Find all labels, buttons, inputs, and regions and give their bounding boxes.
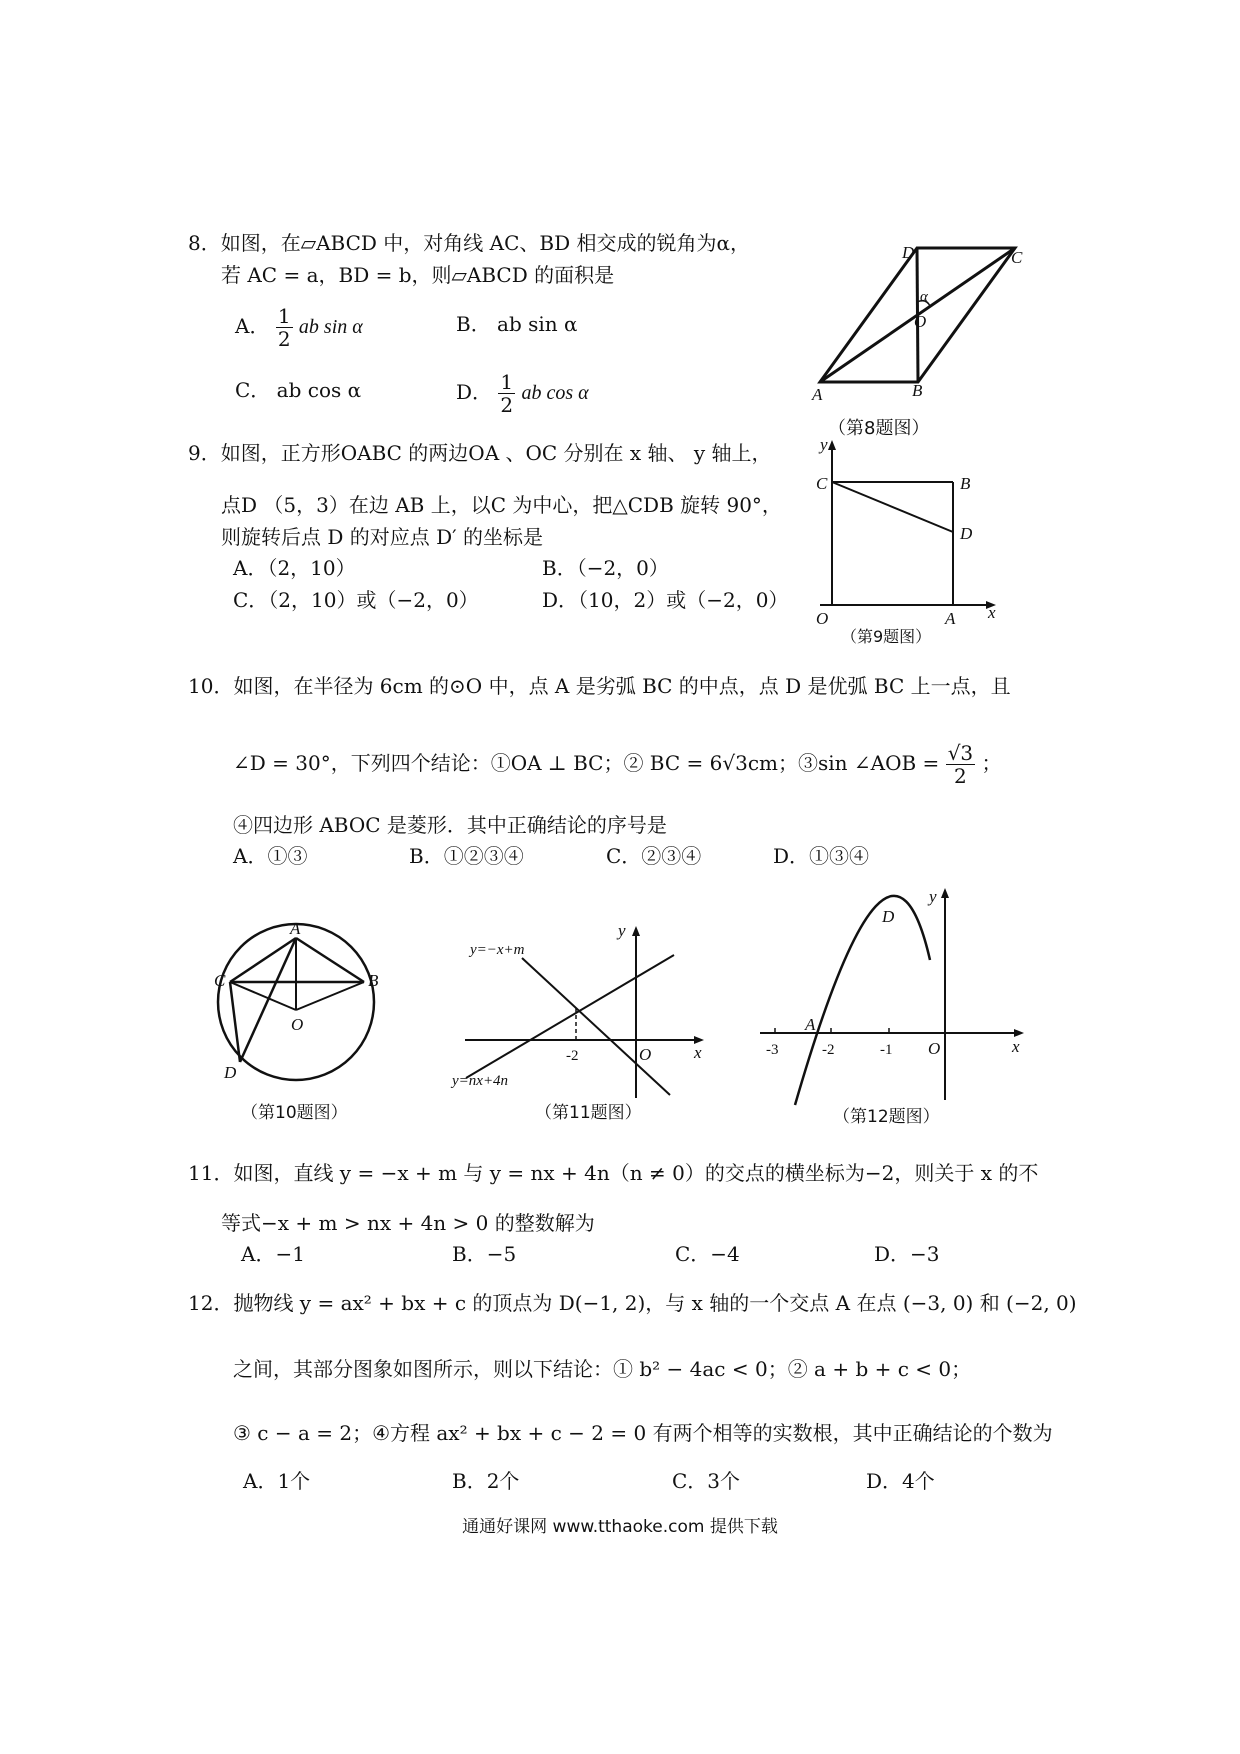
- q10-label-b: B: [368, 971, 379, 990]
- q12-line3: ③ c − a = 2；④方程 ax² + bx + c − 2 = 0 有两个相等的实数根，其中正确结论的个数为: [233, 1421, 1053, 1445]
- q9-label-b: B: [960, 474, 971, 493]
- q10-line2-end: ；: [981, 751, 1002, 775]
- q12-label-tick-m3: -3: [766, 1042, 779, 1058]
- q9-label-d: D: [960, 524, 973, 543]
- q12-label-tick-m1: -1: [880, 1042, 893, 1058]
- q12-label-a: A: [805, 1015, 816, 1034]
- q8-label-a: A: [812, 385, 823, 404]
- q10-frac-num: √3: [947, 741, 974, 765]
- q8-label-d: D: [902, 243, 915, 262]
- q9-label-a: A: [945, 609, 956, 628]
- q12-parabola-curve: [795, 896, 930, 1105]
- q12-label-d: D: [882, 907, 895, 926]
- q9-line3: 则旋转后点 D 的对应点 D′ 的坐标是: [221, 525, 544, 549]
- q8-option-a-frac-num: 1: [277, 304, 291, 328]
- q10-option-d: D．①③④: [773, 844, 870, 868]
- q10-label-d: D: [224, 1063, 237, 1082]
- q9-label-y: y: [820, 435, 828, 454]
- q12-option-a: A．1个: [243, 1469, 311, 1493]
- q8-option-a-label: A．: [235, 314, 270, 338]
- q11-line1: 11．如图，直线 y = −x + m 与 y = nx + 4n（n ≠ 0）的交点的横坐标为−2，则关于 x 的不: [188, 1161, 1039, 1185]
- q12-x-arrow: [1014, 1029, 1024, 1037]
- q10-label-a: A: [290, 919, 301, 938]
- q9-option-c: C．（2，10）或（−2，0）: [233, 588, 479, 612]
- q8-label-alpha: α: [920, 289, 928, 305]
- q12-label-tick-m2: -2: [822, 1042, 835, 1058]
- q9-figure-caption: （第9题图）: [841, 627, 932, 646]
- q10-option-a: A．①③: [233, 844, 308, 868]
- q8-option-d-text: ab cos α: [521, 382, 589, 404]
- q9-option-b: B．（−2，0）: [542, 556, 669, 580]
- q10-figure-caption: （第10题图）: [241, 1103, 348, 1123]
- q11-label-y: y: [618, 921, 626, 940]
- q10-line3: ④四边形 ABOC 是菱形．其中正确结论的序号是: [233, 813, 667, 837]
- q12-option-c: C．3个: [672, 1469, 741, 1493]
- q9-line1: 9．如图，正方形OABC 的两边OA 、OC 分别在 x 轴、 y 轴上，: [188, 441, 772, 465]
- q9-line2: 点D （5，3）在边 AB 上，以C 为中心，把△CDB 旋转 90°，: [221, 493, 782, 517]
- q11-label-line2: y=nx+4n: [452, 1073, 509, 1089]
- q10-option-b: B．①②③④: [409, 844, 524, 868]
- q11-label-o: O: [639, 1045, 652, 1064]
- q11-option-a: A．−1: [241, 1242, 305, 1266]
- q10-option-c: C．②③④: [606, 844, 702, 868]
- q8-option-d-label: D．: [456, 380, 493, 404]
- q8-label-b: B: [912, 381, 923, 400]
- q11-option-b: B．−5: [452, 1242, 517, 1266]
- q10-line1: 10．如图，在半径为 6cm 的⊙O 中，点 A 是劣弧 BC 的中点，点 D 是优弧 BC 上一点，且: [188, 674, 1011, 698]
- q9-label-c: C: [816, 474, 828, 493]
- q8-figure-caption: （第8题图）: [828, 418, 930, 439]
- q12-label-y: y: [929, 887, 937, 906]
- q12-option-b: B．2个: [452, 1469, 520, 1493]
- q9-option-a: A．（2，10）: [233, 556, 356, 580]
- q8-line1: 8．如图，在▱ABCD 中，对角线 AC、BD 相交成的锐角为α，: [188, 231, 751, 255]
- q11-option-c: C．−4: [675, 1242, 740, 1266]
- q9-option-d: D．（10，2）或（−2，0）: [542, 588, 789, 612]
- q10-label-o: O: [291, 1015, 304, 1034]
- q8-line2: 若 AC = a，BD = b，则▱ABCD 的面积是: [221, 263, 615, 287]
- page-footer: 通通好课网 www.tthaoke.com 提供下载: [462, 1517, 778, 1537]
- q8-option-a-frac-den: 2: [277, 327, 291, 351]
- q10-label-c: C: [214, 971, 226, 990]
- q12-option-d: D．4个: [866, 1469, 935, 1493]
- q10-frac-den: 2: [954, 764, 967, 788]
- q8-option-d-frac-den: 2: [500, 393, 514, 417]
- q8-option-a-text: ab sin α: [298, 316, 363, 338]
- q11-label-tick: -2: [566, 1048, 579, 1064]
- q12-figure-caption: （第12题图）: [833, 1107, 940, 1127]
- q8-label-o: O: [914, 312, 927, 331]
- q9-label-x: x: [988, 603, 996, 622]
- q11-line2: 等式−x + m > nx + 4n > 0 的整数解为: [221, 1211, 595, 1235]
- q12-label-o: O: [928, 1039, 941, 1058]
- q8-option-b: B． ab sin α: [456, 312, 578, 336]
- q11-label-line1: y=−x+m: [470, 942, 525, 958]
- q8-label-c: C: [1011, 248, 1023, 267]
- q11-option-d: D．−3: [874, 1242, 940, 1266]
- q8-option-c: C． ab cos α: [235, 378, 362, 402]
- q12-y-arrow: [941, 888, 949, 898]
- q11-figure-caption: （第11题图）: [535, 1103, 642, 1123]
- q12-label-x: x: [1012, 1037, 1020, 1056]
- q9-label-o: O: [816, 609, 829, 628]
- q12-line2: 之间，其部分图象如图所示，则以下结论：① b² − 4ac < 0；② a + b + c < 0；: [233, 1357, 972, 1381]
- q10-line2-text: ∠D = 30°，下列四个结论：①OA ⊥ BC；② BC = 6√3cm；③sin ∠AOB =: [233, 751, 940, 775]
- q8-option-d-frac-num: 1: [500, 370, 514, 394]
- q11-label-x: x: [694, 1043, 702, 1062]
- q12-line1: 12．抛物线 y = ax² + bx + c 的顶点为 D(−1, 2)，与 x 轴的一个交点 A 在点 (−3, 0) 和 (−2, 0): [188, 1291, 1077, 1315]
